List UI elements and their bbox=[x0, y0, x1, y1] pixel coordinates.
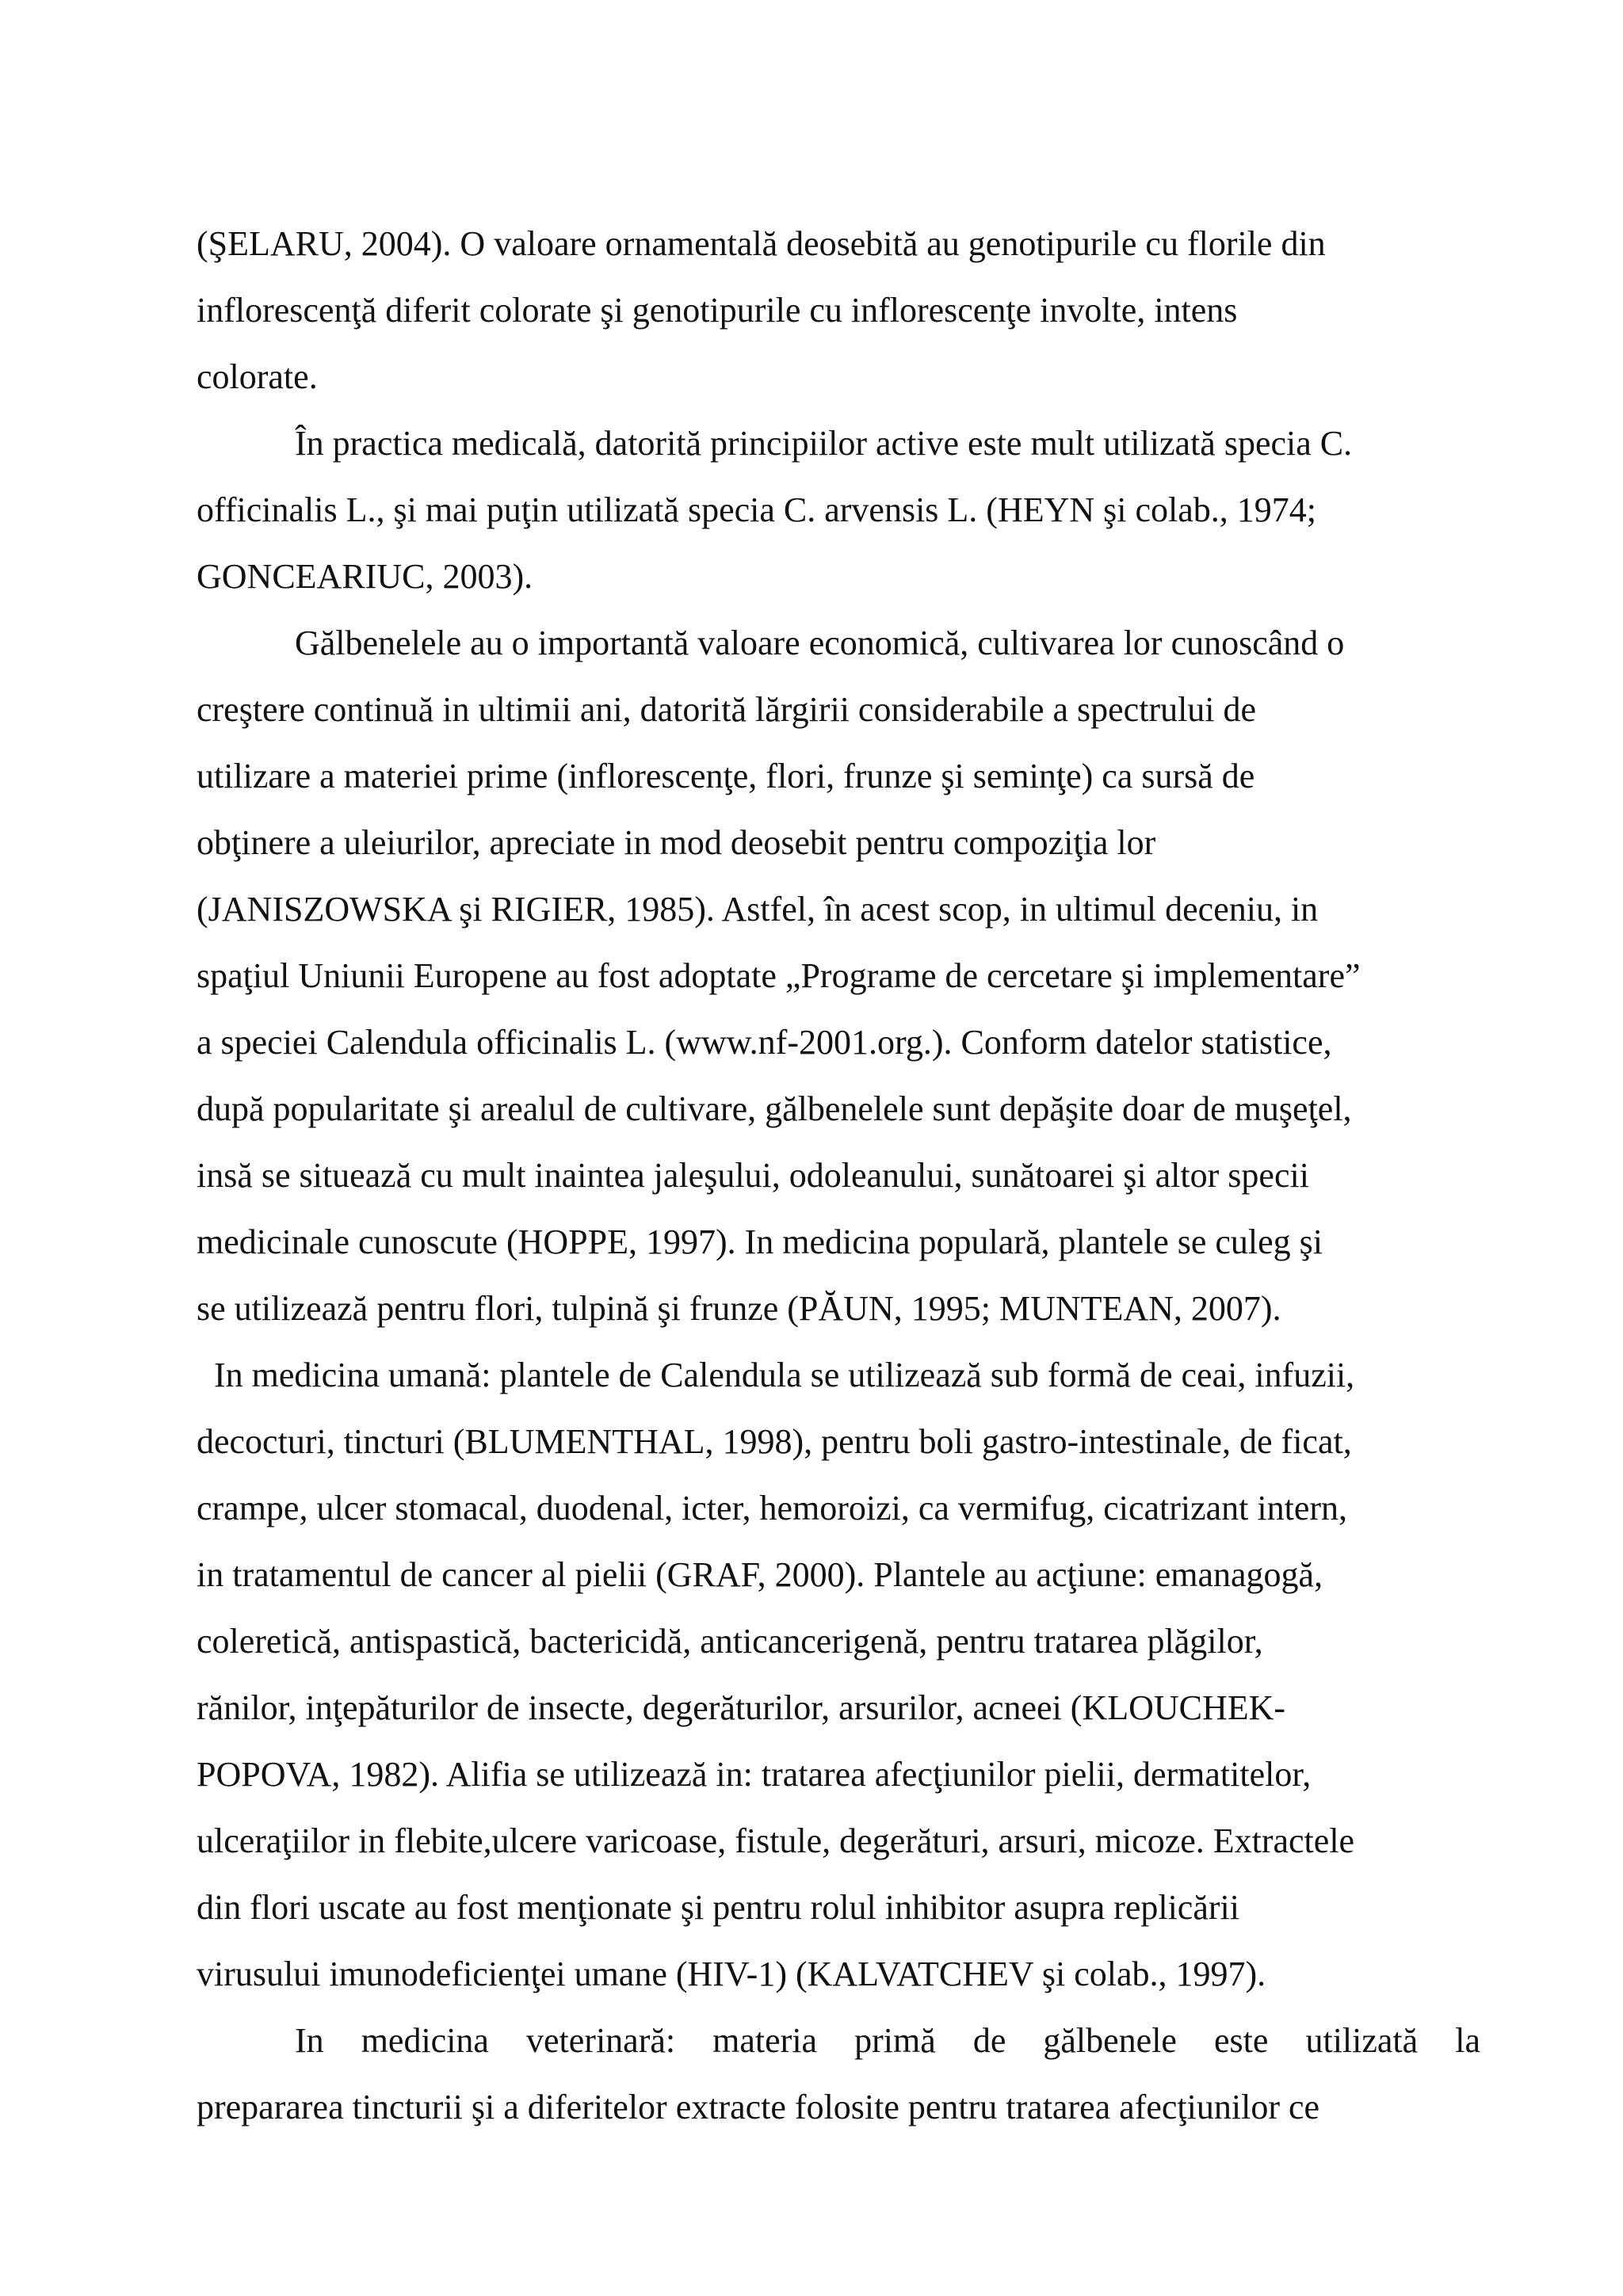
text-line: officinalis L., şi mai puţin utilizată specia C. arvensis L. (HEYN şi colab., 1974; bbox=[197, 490, 1317, 529]
text-line: obţinere a uleiurilor, apreciate in mod deosebit pentru compoziţia lor bbox=[197, 823, 1156, 862]
text-line: prepararea tincturii şi a diferitelor extracte folosite pentru tratarea afecţiunilor ce bbox=[197, 2088, 1320, 2126]
text-line: In medicina umană: plantele de Calendula se utilizează sub formă de ceai, infuzii, bbox=[214, 1356, 1355, 1394]
text-line: În practica medicală, datorită principiilor active este mult utilizată specia C. bbox=[295, 424, 1353, 463]
text-line: spaţiul Uniunii Europene au fost adoptate „Programe de cercetare şi implementare” bbox=[197, 956, 1361, 995]
text-line: medicinale cunoscute (HOPPE, 1997). In medicina populară, plantele se culeg şi bbox=[197, 1222, 1323, 1261]
text-line: a speciei Calendula officinalis L. (www.nf-2001.org.). Conform datelor statistice, bbox=[197, 1023, 1332, 1062]
text-line: rănilor, inţepăturilor de insecte, degerăturilor, arsurilor, acneei (KLOUCHEK- bbox=[197, 1688, 1286, 1727]
text-line: Gălbenelele au o importantă valoare economică, cultivarea lor cunoscând o bbox=[295, 624, 1345, 662]
text-line: virusului imunodeficienţei umane (HIV-1) (KALVATCHEV şi colab., 1997). bbox=[197, 1955, 1266, 1993]
text-line: coleretică, antispastică, bactericidă, anticancerigenă, pentru tratarea plăgilor, bbox=[197, 1622, 1263, 1661]
text-line: ulceraţiilor in flebite,ulcere varicoase, fistule, degerături, arsuri, micoze. Extractele bbox=[197, 1821, 1355, 1860]
text-line: inflorescenţă diferit colorate şi genotipurile cu inflorescenţe involte, intens bbox=[197, 291, 1238, 330]
text-line: (ŞELARU, 2004). O valoare ornamentală deosebită au genotipurile cu florile din bbox=[197, 224, 1326, 263]
text-line: In medicina veterinară: materia primă de gălbenele este utilizată la bbox=[295, 2021, 1480, 2060]
text-line: insă se situează cu mult inaintea jaleşului, odoleanului, sunătoarei şi altor specii bbox=[197, 1156, 1309, 1195]
text-line: POPOVA, 1982). Alifia se utilizează in: tratarea afecţiunilor pielii, dermatitelor, bbox=[197, 1755, 1312, 1794]
text-line: crampe, ulcer stomacal, duodenal, icter, hemoroizi, ca vermifug, cicatrizant intern, bbox=[197, 1489, 1348, 1527]
text-line: din flori uscate au fost menţionate şi pentru rolul inhibitor asupra replicării bbox=[197, 1888, 1239, 1927]
text-line: creştere continuă in ultimii ani, datorită lărgirii considerabile a spectrului de bbox=[197, 690, 1257, 729]
text-line: după popularitate şi arealul de cultivare, gălbenelele sunt depăşite doar de muşeţel, bbox=[197, 1089, 1352, 1128]
text-line: decocturi, tincturi (BLUMENTHAL, 1998), pentru boli gastro-intestinale, de ficat, bbox=[197, 1422, 1352, 1461]
text-line: utilizare a materiei prime (inflorescenţe, flori, frunze şi seminţe) ca sursă de bbox=[197, 757, 1255, 795]
text-line: colorate. bbox=[197, 357, 318, 396]
text-line: in tratamentul de cancer al pielii (GRAF, 2000). Plantele au acţiune: emanagogă, bbox=[197, 1555, 1323, 1594]
text-line: se utilizează pentru flori, tulpină şi frunze (PĂUN, 1995; MUNTEAN, 2007). bbox=[197, 1289, 1281, 1328]
text-line: (JANISZOWSKA şi RIGIER, 1985). Astfel, în acest scop, in ultimul deceniu, in bbox=[197, 890, 1319, 929]
text-line: GONCEARIUC, 2003). bbox=[197, 557, 533, 596]
